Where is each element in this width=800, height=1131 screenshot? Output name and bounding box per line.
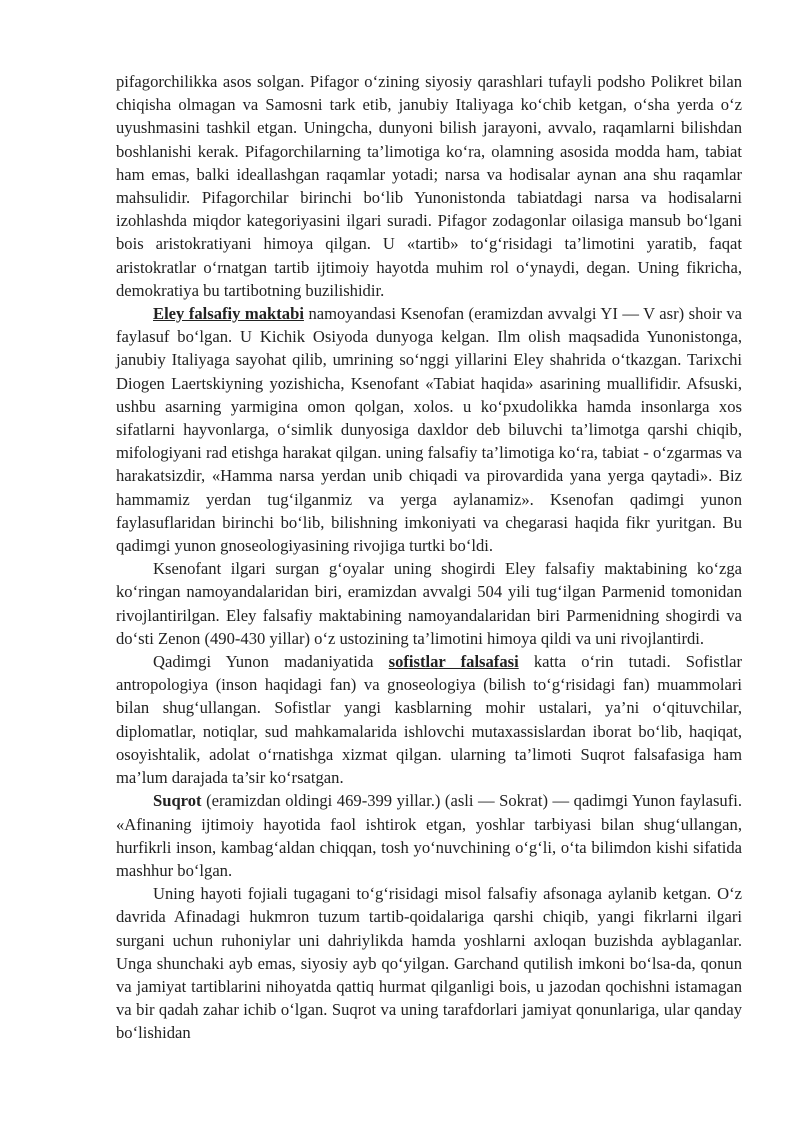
paragraph-sofistlar [116,650,742,789]
section-heading-suqrot: Suqrot [153,791,202,811]
paragraph-text: Qadimgi Yunon madaniyatida [153,652,389,672]
section-heading-sofistlar: sofistlar falsafasi [388,652,519,672]
paragraph-suqrot [116,789,742,882]
paragraph-ksenofant [116,557,742,650]
section-heading-eley: Eley falsafiy maktabi [153,304,304,324]
paragraph-text: (eramizdan oldingi 469-399 yillar.) (asli — Sokrat) — qadimgi Yunon faylasufi. «Afinaning ijtimoiy hayotida faol ishtirok etgan, yoshlar tarbiyasi bilan shug‘ullangan, hurfikrli inson, kambag‘aldan chiqqan, tosh yo‘nuvchining o‘g‘li, o‘ta bilimdon kishi sifatida mashhur bo‘lgan. [116,791,742,880]
paragraph-text: Ksenofant ilgari surgan g‘oyalar uning shogirdi Eley falsafiy maktabining ko‘zga ko‘ringan namoyandalaridan biri, eramizdan avvalgi 504 yili tug‘ilgan Parmenid tomonidan rivojlantirilgan. Eley falsafiy maktabining namoyandalaridan biri Parmenidning shogirdi va do‘sti Zenon (490-430 yillar) o‘z ustozining ta’limotini himoya qildi va uni rivojlantirdi. [116,559,742,648]
paragraph-text: Uning hayoti fojiali tugagani to‘g‘risidagi misol falsafiy afsonaga aylanib ketgan. O‘z davrida Afinadagi hukmron tuzum tartib-qoidalariga qarshi chiqib, yangi fikrlarni ilgari surgani uchun ruhoniylar uni dahriylikda hamda yoshlarni axloqan buzishda ayblaganlar. Unga shunchaki ayb emas, siyosiy ayb qo‘yilgan. Garchand qutilish imkoni bo‘lsa-da, qonun va jamiyat tartiblarini nihoyatda qattiq hurmat qilganligi bois, u jazodan qochishni istamagan va bir qadah zahar ichib o‘lgan. Suqrot va uning tarafdorlari jamiyat qonunlariga, ular qanday bo‘lishidan [116,884,742,1043]
paragraph-text: pifagorchilikka asos solgan. Pifagor o‘zining siyosiy qarashlari tufayli podsho Polikret bilan chiqisha olmagan va Samosni tark etib, janubiy Italiyaga ko‘chib ketgan, o‘sha yerda o‘z uyushmasini tashkil etgan. Uningcha, dunyoni bilish jarayoni, avvalo, raqamlarni bilishdan boshlanishi kerak. Pifagorchilarning ta’limotiga ko‘ra, olamning asosida modda ham, tabiat ham emas, balki ideallashgan raqamlar yotadi; narsa va hodisalar aynan ana shu raqamlar mahsulidir. Pifagorchilar birinchi bo‘lib Yunonistonda tabiatdagi narsa va hodisalarni izohlashda miqdor kategoriyasini ilgari suradi. Pifagor zodagonlar oilasiga mansub bo‘lgani bois aristokratiyani himoya qilgan. U «tartib» to‘g‘risidagi ta’limotini yaratib, faqat aristokratlar o‘rnatgan tartib ijtimoiy hayotda muhim rol o‘ynaydi, degan. Uning fikricha, demokratiya bu tartibotning buzilishidir. [116,72,742,300]
paragraph-eley [116,302,742,557]
document-page [116,70,742,1045]
paragraph-pifagor [116,70,742,302]
paragraph-suqrot-hayoti [116,882,742,1044]
paragraph-text: namoyandasi Ksenofan (eramizdan avvalgi YI — V asr) shoir va faylasuf bo‘lgan. U Kichik Osiyoda dunyoga kelgan. Ilm olish maqsadida Yunonistonga, janubiy Italiyaga sayohat qilib, umrining so‘nggi yillarini Eley shahrida o‘tkazgan. Tarixchi Diogen Laertskiyning yozishicha, Ksenofant «Tabiat haqida» asarining muallifidir. Afsuski, ushbu asarning yarmigina omon qolgan, xolos. u ko‘pxudolikka hamda insonlarga xos sifatlarni hayvonlarga, o‘simlik dunyosiga daxldor deb biluvchi ta’limotga qarshi chiqib, mifologiyani rad etishga harakat qilgan. uning falsafiy ta’limotiga ko‘ra, tabiat - o‘zgarmas va harakatsizdir, «Hamma narsa yerdan unib chiqadi va pirovardida yana yerga qaytadi». Biz hammamiz yerdan tug‘ilganmiz va yerga aylanamiz». Ksenofan qadimgi yunon faylasuflaridan birinchi bo‘lib, bilishning imkoniyati va chegarasi haqida fikr yuritgan. Bu qadimgi yunon gnoseologiyasining rivojiga turtki bo‘ldi. [116,304,742,556]
paragraph-text: katta o‘rin tutadi. Sofistlar antropologiya (inson haqidagi fan) va gnoseologiya (bilish to‘g‘risidagi fan) muammolari bilan shug‘ullangan. Sofistlar yangi kasblarning mohir ustalari, ya’ni o‘qituvchilar, diplomatlar, notiqlar, sud mahkamalarida ishlovchi mutaxassislardan iborat bo‘lib, haqiqat, osoyishtalik, adolat o‘rnatishga xizmat qilgan. ularning ta’limoti Suqrot falsafasiga ham ma’lum darajada ta’sir ko‘rsatgan. [116,652,742,788]
